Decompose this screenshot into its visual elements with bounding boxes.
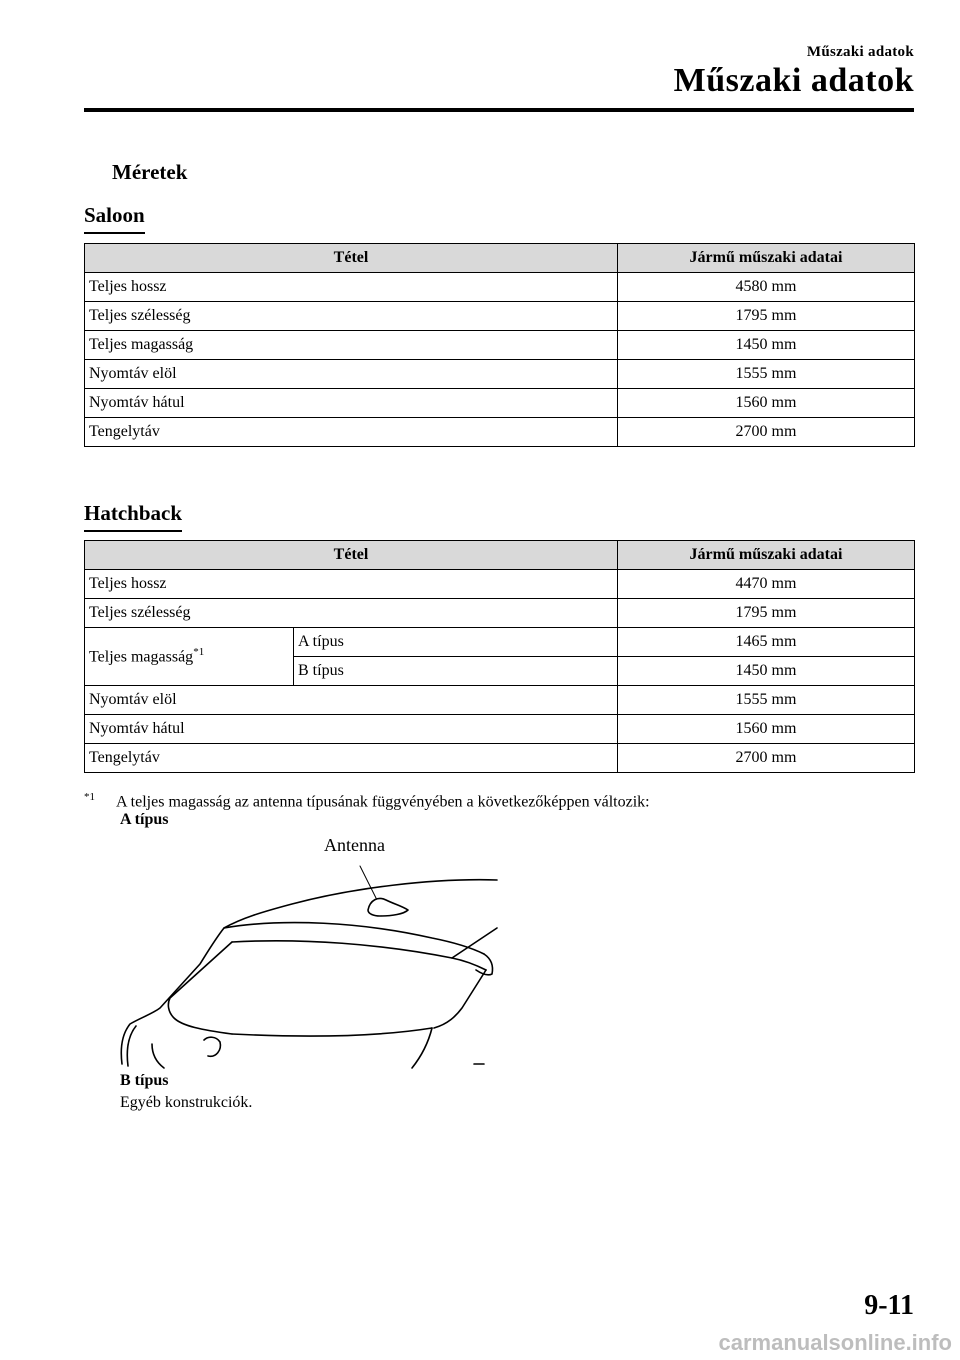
row-value: 2700 mm <box>618 744 915 773</box>
page-number: 9-11 <box>864 1290 914 1321</box>
row-label: Teljes hossz <box>85 273 618 302</box>
table-row <box>85 686 915 715</box>
table-row <box>85 331 915 360</box>
row-label: Tengelytáv <box>85 744 618 773</box>
table-row <box>85 360 915 389</box>
row-label: Nyomtáv hátul <box>85 389 618 418</box>
hatchback-heading: Hatchback <box>84 501 182 532</box>
row-label: Nyomtáv elöl <box>85 360 618 389</box>
type-a-label: A típus <box>120 811 169 828</box>
row-sublabel: B típus <box>294 657 618 686</box>
row-label: Teljes hossz <box>85 570 618 599</box>
row-value: 1450 mm <box>618 657 915 686</box>
row-label: Teljes szélesség <box>85 599 618 628</box>
footnote-ref: *1 <box>193 646 205 659</box>
footnote-text: A teljes magasság az antenna típusának függvényében a következőképpen változik: <box>116 793 650 811</box>
height-label-text: Teljes magasság <box>89 648 194 666</box>
saloon-heading: Saloon <box>84 203 145 234</box>
chapter-title: Műszaki adatok <box>673 62 914 99</box>
type-b-description: Egyéb konstrukciók. <box>120 1094 253 1111</box>
table-row <box>85 273 915 302</box>
column-header-item: Tétel <box>85 244 618 273</box>
table-row <box>85 389 915 418</box>
row-value: 1555 mm <box>618 686 915 715</box>
table-row <box>85 302 915 331</box>
table-row <box>85 599 915 628</box>
row-value: 4580 mm <box>618 273 915 302</box>
saloon-spec-table <box>84 243 915 447</box>
row-label: Nyomtáv elöl <box>85 686 618 715</box>
footnote <box>84 791 904 811</box>
row-value: 1795 mm <box>618 302 915 331</box>
antenna-callout: Antenna <box>324 835 385 855</box>
column-header-spec: Jármű műszaki adatai <box>618 244 915 273</box>
row-label-height <box>85 628 294 686</box>
watermark: carmanualsonline.info <box>718 1330 952 1355</box>
row-label: Nyomtáv hátul <box>85 715 618 744</box>
running-header: Műszaki adatok <box>806 44 914 60</box>
table-header-row <box>85 541 915 570</box>
table-row <box>85 628 915 657</box>
row-label: Teljes szélesség <box>85 302 618 331</box>
row-value: 1560 mm <box>618 389 915 418</box>
row-value: 4470 mm <box>618 570 915 599</box>
table-row <box>85 418 915 447</box>
row-value: 2700 mm <box>618 418 915 447</box>
table-row <box>85 715 915 744</box>
row-label: Teljes magasság <box>85 331 618 360</box>
table-row <box>85 570 915 599</box>
table-row <box>85 744 915 773</box>
header-divider <box>84 108 914 112</box>
footnote-mark: *1 <box>84 791 95 803</box>
type-b-label: B típus <box>120 1072 169 1089</box>
column-header-spec: Jármű műszaki adatai <box>618 541 915 570</box>
car-roof-illustration <box>112 858 512 1070</box>
hatchback-spec-table <box>84 540 915 773</box>
column-header-item: Tétel <box>85 541 618 570</box>
row-value: 1465 mm <box>618 628 915 657</box>
row-label: Tengelytáv <box>85 418 618 447</box>
row-value: 1450 mm <box>618 331 915 360</box>
row-value: 1560 mm <box>618 715 915 744</box>
row-value: 1795 mm <box>618 599 915 628</box>
table-header-row <box>85 244 915 273</box>
row-sublabel: A típus <box>294 628 618 657</box>
row-value: 1555 mm <box>618 360 915 389</box>
section-title: Méretek <box>112 160 188 184</box>
